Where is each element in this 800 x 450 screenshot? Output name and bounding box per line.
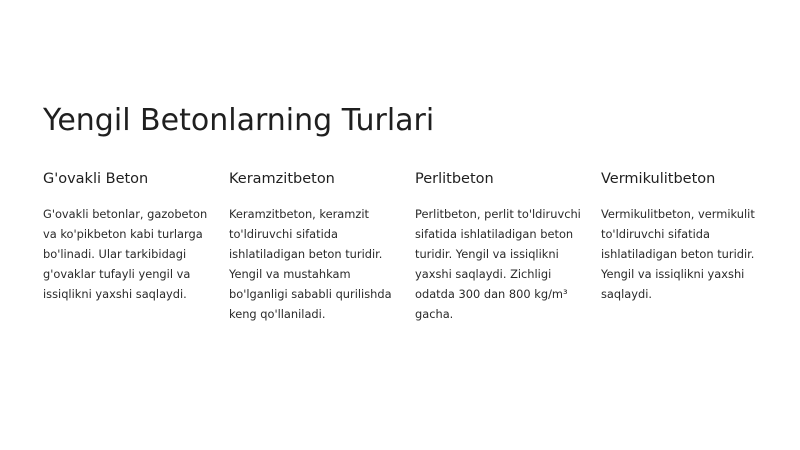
column-text: G'ovakli betonlar, gazobeton va ko'pikbeton kabi turlarga bo'linadi. Ular tarkibidagi g'ovaklar tufayli yengil va issiqlikni yaxshi saqlaydi.	[43, 207, 208, 301]
slide-title: Yengil Betonlarning Turlari	[43, 103, 435, 138]
column-text: Keramzitbeton, keramzit to'ldiruvchi sifatida ishlatiladigan beton turidir. Yengil va mustahkam bo'lganligi sababli qurilishda keng qo'llaniladi.	[229, 207, 392, 321]
column-govakli-beton	[43, 168, 215, 304]
column-perlitbeton	[415, 168, 587, 324]
column-vermikulitbeton	[601, 168, 773, 304]
column-text: Vermikulitbeton, vermikulit to'ldiruvchi sifatida ishlatiladigan beton turidir. Yengil va issiqlikni yaxshi saqlaydi.	[601, 207, 755, 301]
column-heading: Vermikulitbeton	[601, 171, 716, 187]
column-heading: Perlitbeton	[415, 171, 494, 187]
column-keramzitbeton	[229, 168, 401, 324]
content-columns	[43, 168, 783, 368]
column-heading: G'ovakli Beton	[43, 171, 149, 187]
column-text: Perlitbeton, perlit to'ldiruvchi sifatida ishlatiladigan beton turidir. Yengil va issiqlikni yaxshi saqlaydi. Zichligi odatda 300 dan 800 kg/m³ gacha.	[415, 207, 581, 321]
column-heading: Keramzitbeton	[229, 171, 335, 187]
